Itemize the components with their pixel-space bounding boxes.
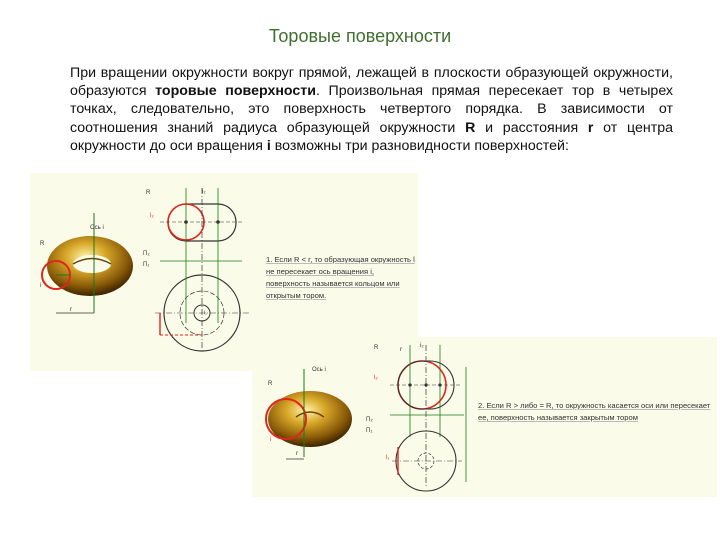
label-l2: l₂ — [150, 213, 154, 219]
top-view — [392, 431, 462, 491]
label-i: i — [270, 437, 272, 443]
label-l1: l₁ — [386, 455, 390, 461]
label-P1: П₁ — [143, 262, 150, 268]
figure2-note: 2. Если R > либо = R, то окружность касается оси или пересекает ее, поверхность называется закрытым тором — [478, 401, 711, 422]
paragraph-part-5: возможны три разновидности поверхностей: — [270, 137, 569, 154]
axis-label: Ось i — [90, 225, 104, 231]
label-i1: i₁ — [204, 310, 207, 316]
torus-3d-image — [47, 236, 133, 296]
paragraph-bold-i: i — [266, 137, 271, 154]
label-r: r — [70, 307, 72, 313]
label-P2: П₂ — [366, 417, 373, 423]
label-R-top: R — [374, 345, 379, 351]
paragraph-part-2: . Произвольная прямая пересекает тор в четырех точках, следовательно, это поверхность четвертого порядка. В зависимости от соотношения знаний радиуса образующей окружности — [70, 83, 673, 136]
label-R: R — [40, 241, 45, 247]
label-r-top: r — [400, 347, 402, 353]
top-view — [155, 275, 250, 351]
label-R-top: R — [146, 190, 151, 196]
description-paragraph — [70, 64, 673, 155]
label-R: R — [268, 381, 273, 387]
axis-label: Ось i — [312, 367, 326, 373]
label-r: r — [296, 451, 298, 457]
paragraph-part-1: При вращении окружности вокруг прямой, лежащей в плоскости образующей окружности, образуются — [70, 65, 673, 100]
page-title: Торовые поверхности — [268, 26, 452, 46]
label-l2: l₂ — [374, 375, 378, 381]
label-i: i — [40, 283, 42, 289]
figure1-note: 1. Если R < r, то образующая окружность l не пересекает ось вращения i, поверхность называется кольцом или открытым тором. — [266, 255, 415, 300]
paragraph-part-3: и расстояния — [475, 119, 588, 136]
paragraph-bold-R: R — [465, 119, 476, 136]
label-P2: П₂ — [143, 251, 150, 257]
label-i2: i₂ — [202, 189, 206, 195]
label-P1: П₁ — [366, 428, 373, 434]
paragraph-bold-torus: торовые поверхности — [155, 83, 316, 100]
front-view — [160, 188, 244, 348]
front-view — [390, 345, 466, 487]
label-i2: i₂ — [420, 343, 424, 349]
paragraph-part-4: от центра окружности до оси вращения — [70, 119, 673, 154]
paragraph-bold-r: r — [587, 119, 594, 136]
